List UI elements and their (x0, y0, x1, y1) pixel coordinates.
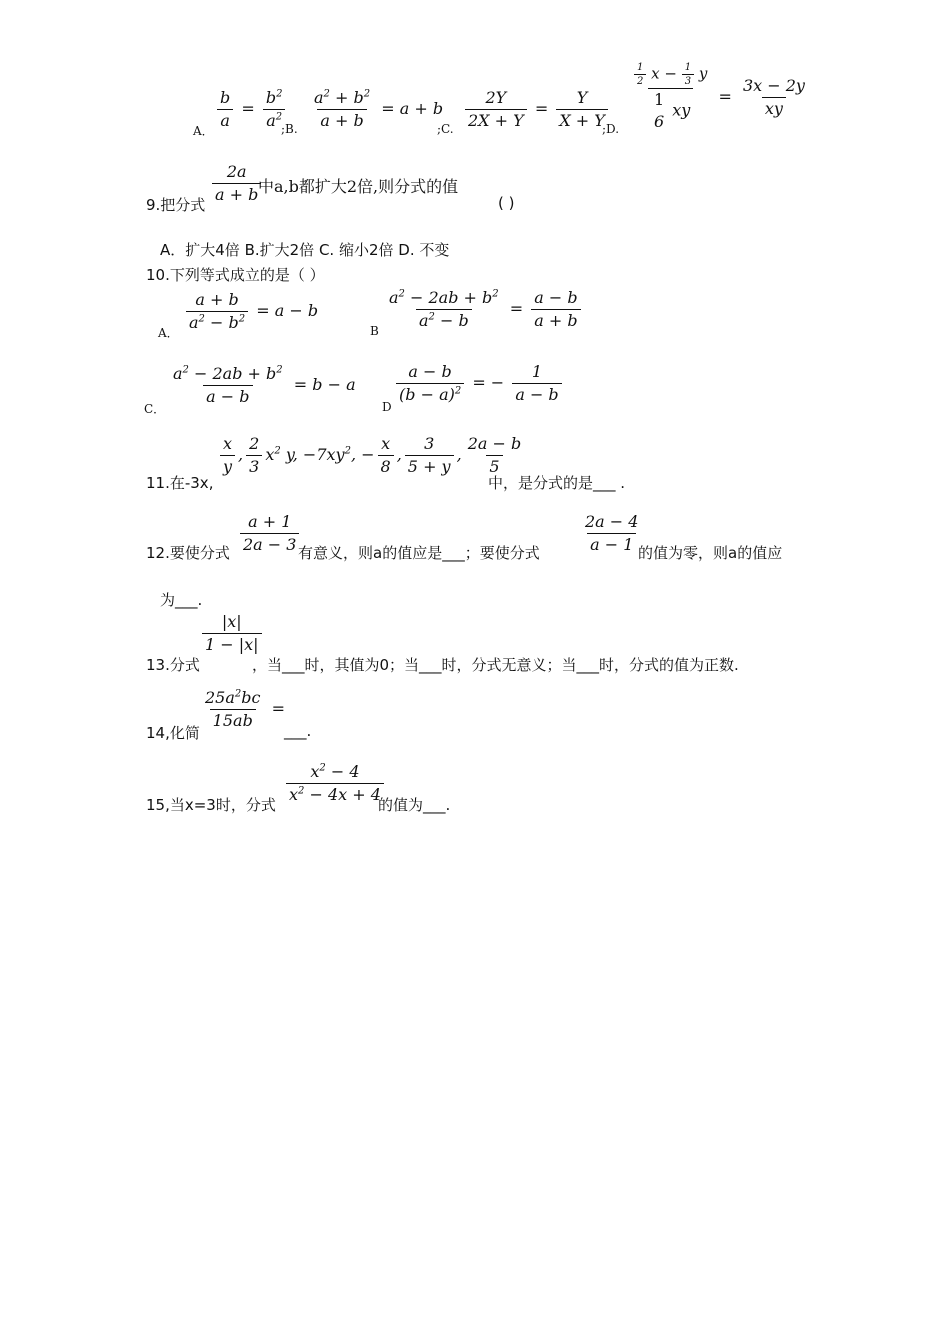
q13-prefix: 13.分式 (146, 656, 200, 674)
q10-option-b-label: B (370, 324, 379, 338)
q15-suffix: 的值为___. (378, 796, 451, 814)
q13-fraction: $\frac{|x|}{1 - |x|}$ (202, 612, 262, 655)
q8-option-b-formula: $\frac{a^2 + b^2}{a + b}$ = a + b (314, 88, 444, 130)
q10-option-a-label: A． (158, 326, 179, 340)
q12-middle: 有意义，则a的值应是___；要使分式 (298, 544, 540, 562)
q12-line2: 为___. (160, 591, 203, 609)
q8-option-d-label: ;D. (602, 122, 620, 136)
q10-option-d-formula: $\frac{a - b}{(b - a)^2}$ = − $\frac{1}{a - b}$ (396, 362, 562, 405)
q12-question (146, 508, 826, 568)
q13-suffix: ，当___时，其值为0；当___时，分式无意义；当___时，分式的值为正数. (252, 656, 739, 674)
q10-option-d-label: D (382, 400, 392, 414)
q10-option-a-formula: $\frac{a + b}{a^2 - b^2}$ = a − b (186, 290, 321, 333)
q8-options-row (193, 62, 813, 150)
q9-suffix: 中a,b都扩大2倍,则分式的值 (258, 177, 459, 196)
q14-question (146, 688, 446, 748)
q9-paren: ( ) (498, 194, 515, 212)
q10-title: 10.下列等式成立的是（ ） (146, 266, 325, 284)
q11-expressions: $\frac{x}{y}$ , $\frac{2}{3}$ $x^2$ y, $-7xy^2$, − $\frac{x}{8}$ , $\frac{3}{5 + y}$ , $\frac{2a - b}{5}$ (220, 434, 524, 477)
q15-prefix: 15,当x=3时，分式 (146, 796, 276, 814)
q8-option-c-label: ;C. (437, 122, 454, 136)
q14-fraction: $\frac{25a^2bc}{15ab}$ = (205, 688, 285, 730)
q9-prefix: 9.把分式 (146, 196, 206, 214)
q10-option-c-formula: $\frac{a^2 - 2ab + b^2}{a - b}$ = b − a (173, 364, 356, 406)
q10-option-b-formula: $\frac{a^2 - 2ab + b^2}{a^2 - b}$ = $\frac{a - b}{a + b}$ (386, 288, 581, 331)
q11-question (146, 434, 666, 494)
q12-fraction-2: $\frac{2a - 4}{a - 1}$ (585, 512, 639, 554)
q12-suffix: 的值为零，则a的值应 (638, 544, 783, 562)
q12-prefix: 12.要使分式 (146, 544, 230, 562)
q15-question (146, 760, 546, 820)
q8-option-a-label: A． (193, 124, 214, 138)
q8-option-c-formula: $\frac{2Y}{2X + Y}$ = $\frac{Y}{X + Y}$ (465, 88, 608, 131)
q13-question (146, 610, 836, 674)
q9-question (146, 160, 846, 220)
q14-suffix: ___. (284, 722, 312, 740)
q9-fraction: $\frac{2a}{a + b}$ (212, 162, 261, 205)
q8-option-d-formula: $\frac{1}{2}$ x − $\frac{1}{3}$ y 1 6 xy = $\frac{3x - 2y}{xy}$ (631, 62, 808, 132)
q9-options: A．扩大4倍 B.扩大2倍 C. 缩小2倍 D. 不变 (160, 241, 450, 259)
q8-option-b-label: ;B. (281, 122, 298, 136)
q14-prefix: 14,化简 (146, 724, 200, 742)
q10-option-c-label: C． (144, 402, 166, 416)
q11-prefix: 11.在-3x, (146, 474, 214, 492)
q8-option-a-formula: $\frac{b}{a}$ = $\frac{b^2}{a^2}$ (217, 88, 285, 131)
q15-fraction: $\frac{x^2 - 4}{x^2 - 4x + 4}$ (286, 762, 384, 805)
q12-fraction-1: $\frac{a + 1}{2a - 3}$ (240, 512, 299, 555)
q11-suffix: 中，是分式的是___ . (488, 474, 626, 492)
